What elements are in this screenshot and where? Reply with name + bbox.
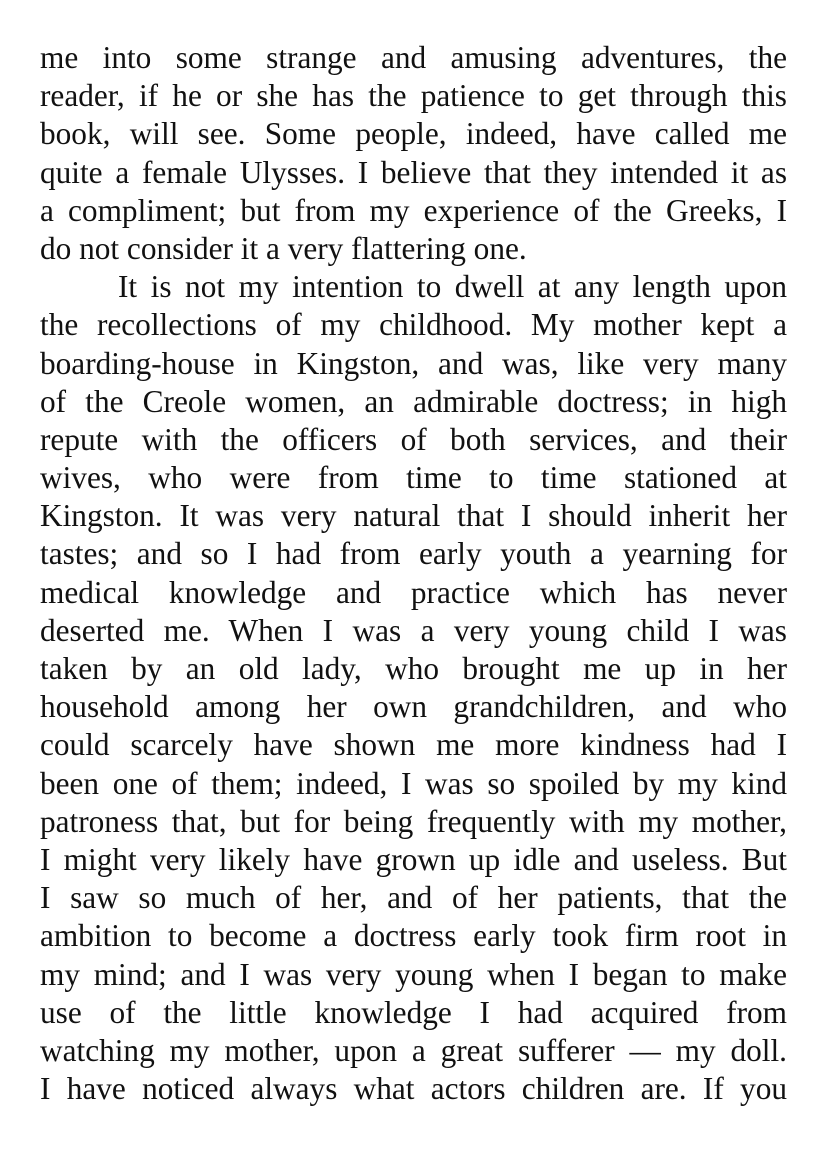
text-line: been one of them; indeed, I was so spoiled by my kind	[40, 765, 787, 801]
text-line: a compliment; but from my experience of the Greeks, I	[40, 192, 787, 228]
text-line: taken by an old lady, who brought me up in her	[40, 651, 787, 686]
text-line: do not consider it a very flattering one.	[40, 230, 527, 266]
text-line: I saw so much of her, and of her patients, that the	[40, 880, 787, 916]
paragraph-2	[40, 268, 787, 1108]
text-line: of the Creole women, an admirable doctress; in high	[40, 383, 787, 419]
text-line: ambition to become a doctress early took firm root in	[40, 918, 787, 954]
paragraph-1	[40, 39, 787, 268]
text-line: repute with the officers of both services, and their	[40, 421, 787, 457]
book-page	[40, 39, 787, 1108]
text-line: the recollections of my childhood. My mother kept a	[40, 307, 787, 343]
text-line: me into some strange and amusing adventures, the	[40, 40, 787, 75]
text-line: book, will see. Some people, indeed, have called me	[40, 116, 787, 152]
text-line: quite a female Ulysses. I believe that they intended it as	[40, 154, 787, 190]
text-line: boarding-house in Kingston, and was, like very many	[40, 345, 787, 381]
text-line: my mind; and I was very young when I began to make	[40, 956, 787, 992]
text-line: could scarcely have shown me more kindness had I	[40, 727, 787, 763]
text-line: use of the little knowledge I had acquired from	[40, 994, 787, 1030]
text-line: wives, who were from time to time stationed at	[40, 460, 787, 496]
text-line: I might very likely have grown up idle and useless. But	[40, 841, 787, 877]
text-line: watching my mother, upon a great sufferer — my doll.	[40, 1032, 787, 1068]
text-line: tastes; and so I had from early youth a yearning for	[40, 536, 787, 572]
text-line: household among her own grandchildren, and who	[40, 689, 787, 725]
text-line: I have noticed always what actors children are. If you	[40, 1071, 787, 1107]
text-line-indented: It is not my intention to dwell at any length upon	[118, 269, 787, 305]
text-line: medical knowledge and practice which has never	[40, 574, 787, 610]
text-line: deserted me. When I was a very young child I was	[40, 612, 787, 648]
text-line: patroness that, but for being frequently with my mother,	[40, 803, 787, 839]
text-line: Kingston. It was very natural that I should inherit her	[40, 498, 787, 534]
text-line: reader, if he or she has the patience to get through this	[40, 78, 787, 114]
